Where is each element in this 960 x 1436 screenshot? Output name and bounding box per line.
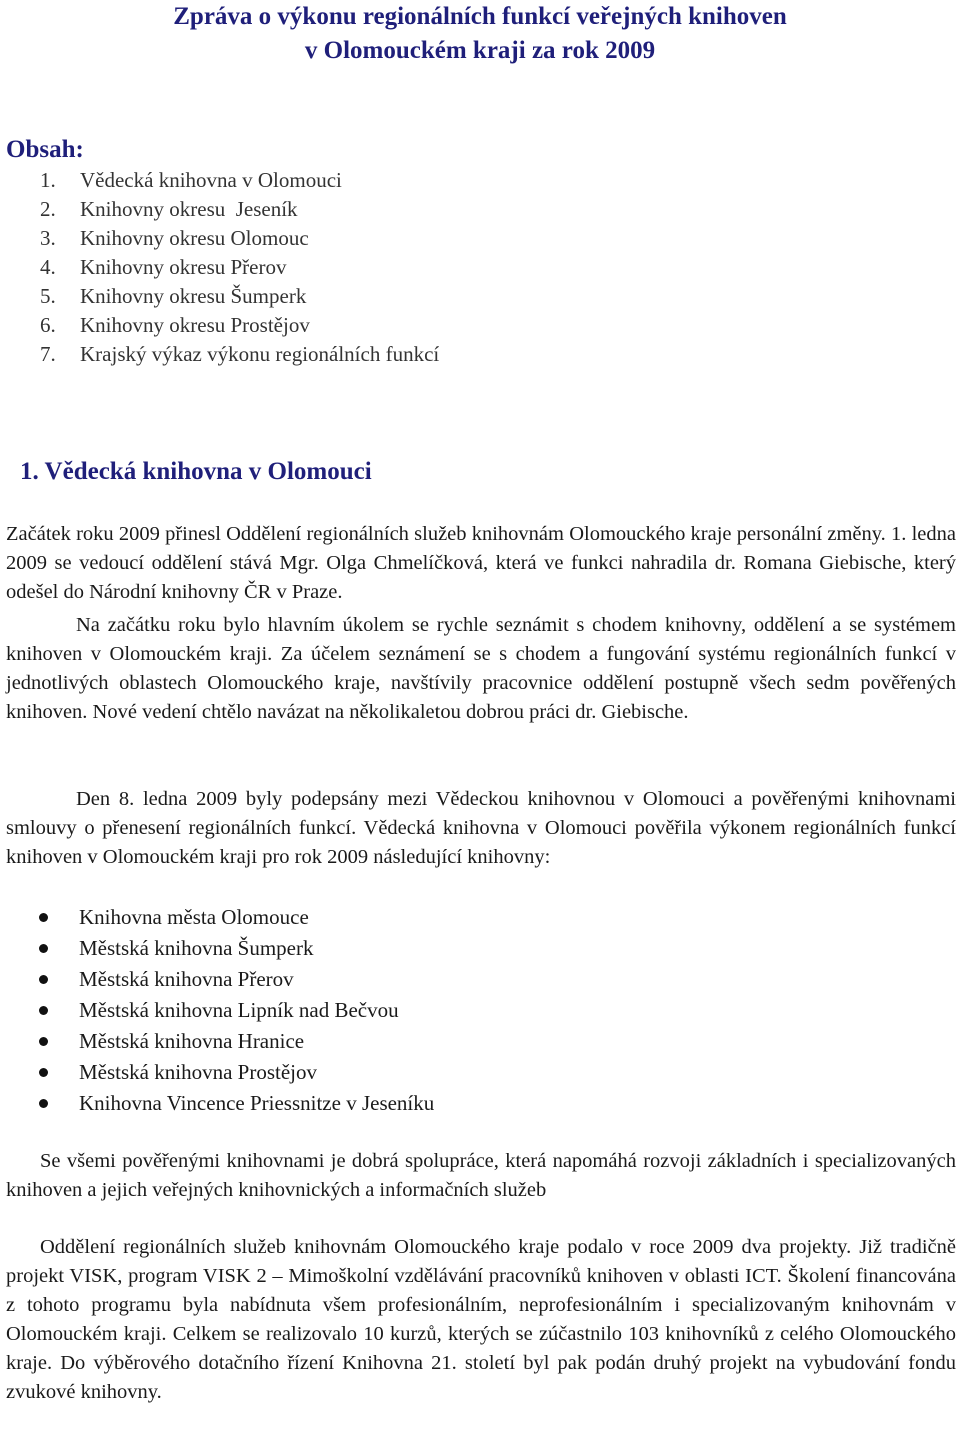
library-name: Městská knihovna Lipník nad Bečvou bbox=[79, 998, 399, 1022]
toc-item bbox=[40, 253, 439, 282]
paragraph-3 bbox=[6, 785, 956, 872]
list-item bbox=[6, 1026, 434, 1057]
paragraph-2-text: Na začátku roku bylo hlavním úkolem se rychle seznámit s chodem knihovny, oddělení a se systémem knihoven v Olomouckém kraji. Za účelem seznámení se s chodem a fungování systému regionálních funkcí v jednotlivých oblastech Olomouckého kraje, navštívily pracovnice oddělení postupně všech sedm pověřených knihoven. Nové vedení chtělo navázat na několikaletou dobrou práci dr. Giebische. bbox=[6, 614, 956, 723]
title-line-2: v Olomouckém kraji za rok 2009 bbox=[304, 37, 656, 64]
toc-item-number: 2. bbox=[40, 197, 56, 221]
toc-item-number: 6. bbox=[40, 313, 56, 337]
toc-item bbox=[40, 311, 439, 340]
table-of-contents bbox=[40, 166, 439, 369]
paragraph-1: Začátek roku 2009 přinesl Oddělení regionálních služeb knihovnám Olomouckého kraje personální změny. 1. ledna 2009 se vedoucí oddělení stává Mgr. Olga Chmelíčková, která ve funkci nahradila dr. Romana Giebische, který odešel do Národní knihovny ČR v Praze. bbox=[6, 523, 956, 603]
list-item bbox=[6, 964, 434, 995]
toc-item-number: 5. bbox=[40, 284, 56, 308]
bullet-icon bbox=[39, 913, 48, 922]
document-title bbox=[0, 0, 960, 68]
list-item bbox=[6, 995, 434, 1026]
toc-item-label: Knihovny okresu Šumperk bbox=[80, 284, 307, 308]
toc-item bbox=[40, 340, 439, 369]
section-heading: 1. Vědecká knihovna v Olomouci bbox=[20, 458, 372, 485]
list-item bbox=[6, 1057, 434, 1088]
toc-item bbox=[40, 166, 439, 195]
toc-item-number: 7. bbox=[40, 342, 56, 366]
paragraph-2 bbox=[6, 611, 956, 727]
toc-item-label: Vědecká knihovna v Olomouci bbox=[80, 168, 342, 192]
library-name: Městská knihovna Šumperk bbox=[79, 936, 314, 960]
toc-item-number: 1. bbox=[40, 168, 56, 192]
library-list bbox=[6, 902, 434, 1119]
bullet-icon bbox=[39, 1068, 48, 1077]
toc-item-label: Knihovny okresu Jeseník bbox=[80, 197, 298, 221]
toc-item-number: 3. bbox=[40, 226, 56, 250]
toc-item bbox=[40, 224, 439, 253]
bullet-icon bbox=[39, 1037, 48, 1046]
toc-item bbox=[40, 282, 439, 311]
toc-item-label: Knihovny okresu Prostějov bbox=[80, 313, 310, 337]
library-name: Knihovna Vincence Priessnitze v Jeseníku bbox=[79, 1091, 435, 1115]
list-item bbox=[6, 902, 434, 933]
title-line-1: Zpráva o výkonu regionálních funkcí veřejných knihoven bbox=[173, 3, 787, 30]
list-item bbox=[6, 1088, 434, 1119]
paragraph-5-text: Oddělení regionálních služeb knihovnám Olomouckého kraje podalo v roce 2009 dva projekty. Již tradičně projekt VISK, program VISK 2 – Mimoškolní vzdělávání pracovníků knihoven v oblasti ICT. Školení financována z tohoto programu byla nabídnuta všem profesionálním, neprofesionálním i specializovaným knihovnám v Olomouckém kraji. Celkem se realizovalo 10 kurzů, kterých se zúčastnilo 103 knihovníků z celého Olomouckého kraje. Do výběrového dotačního řízení Knihovna 21. století byl pak podán druhý projekt na vybudování fondu zvukové knihovny. bbox=[6, 1236, 956, 1403]
toc-item-label: Knihovny okresu Olomouc bbox=[80, 226, 309, 250]
library-name: Knihovna města Olomouce bbox=[79, 905, 309, 929]
bullet-icon bbox=[39, 1006, 48, 1015]
paragraph-3-text: Den 8. ledna 2009 byly podepsány mezi Vědeckou knihovnou v Olomouci a pověřenými knihovnami smlouvy o přenesení regionálních funkcí. Vědecká knihovna v Olomouci pověřila výkonem regionálních funkcí knihoven v Olomouckém kraji pro rok 2009 následující knihovny: bbox=[6, 788, 956, 868]
paragraph-4 bbox=[6, 1147, 956, 1205]
paragraph-4-text: Se všemi pověřenými knihovnami je dobrá spolupráce, která napomáhá rozvoji základních i specializovaných knihoven a jejich veřejných knihovnických a informačních služeb bbox=[6, 1150, 956, 1201]
list-item bbox=[6, 933, 434, 964]
bullet-icon bbox=[39, 975, 48, 984]
bullet-icon bbox=[39, 944, 48, 953]
toc-heading: Obsah: bbox=[6, 136, 84, 163]
bullet-icon bbox=[39, 1099, 48, 1108]
library-name: Městská knihovna Hranice bbox=[79, 1029, 305, 1053]
toc-item bbox=[40, 195, 439, 224]
paragraph-5 bbox=[6, 1233, 956, 1407]
toc-item-label: Krajský výkaz výkonu regionálních funkcí bbox=[80, 342, 440, 366]
library-name: Městská knihovna Prostějov bbox=[79, 1060, 317, 1084]
library-name: Městská knihovna Přerov bbox=[79, 967, 294, 991]
toc-item-number: 4. bbox=[40, 255, 56, 279]
toc-item-label: Knihovny okresu Přerov bbox=[80, 255, 287, 279]
